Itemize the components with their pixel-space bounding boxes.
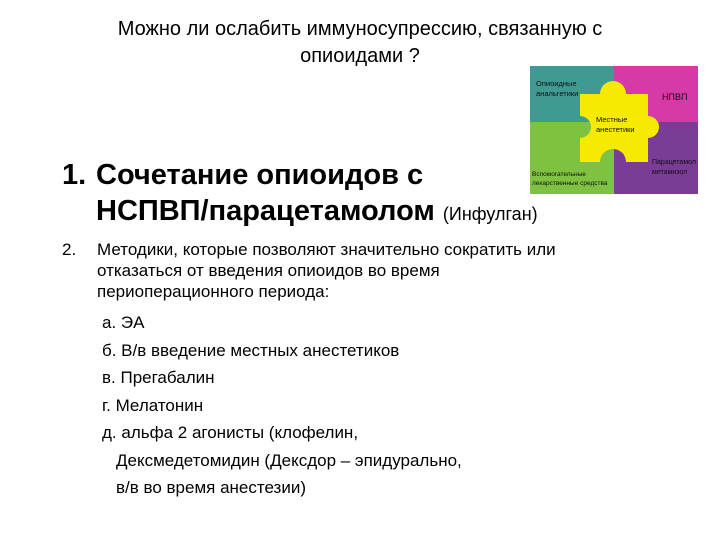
sub-item-b: б. В/в введение местных анестетиков [102, 340, 400, 360]
item1-text-2: НСПВП/парацетамолом [96, 195, 435, 227]
puzzle-label-npvp: НПВП [662, 92, 688, 102]
item1-line-1 [62, 157, 538, 193]
item1-line-2 [62, 193, 538, 232]
puzzle-label-para-2: метамизол [652, 169, 688, 176]
list-item-2 [62, 239, 556, 504]
item2-sublist [97, 312, 556, 498]
slide-title [40, 16, 680, 70]
title-line-1: Можно ли ослабить иммуносупрессию, связанную с [117, 18, 603, 40]
puzzle-image [530, 66, 698, 194]
sub-item-d: г. Мелатонин [102, 395, 204, 415]
item1-number: 1. [62, 159, 87, 191]
title-line-2: опиоидами ? [300, 45, 420, 67]
item1-note: (Инфулган) [442, 204, 538, 224]
sub-item-c: в. Прегабалин [102, 368, 215, 387]
sub-item-e-cont-1: Дексмедетомидин (Дексдор – эпидурально, [116, 450, 462, 470]
list-item-1 [62, 157, 538, 232]
puzzle-label-local-2: анестетики [596, 125, 635, 134]
sub-item-e-cont-2: в/в во время анестезии) [116, 477, 307, 497]
puzzle-label-aux-2: лекарственные средства [532, 180, 608, 187]
puzzle-label-aux-1: Вспомогательные [532, 171, 586, 178]
puzzle-label-local-1: Местные [596, 115, 628, 124]
sub-item-e: д. альфа 2 агонисты (клофелин, [102, 423, 359, 442]
puzzle-label-opioid-2: анальгетики [536, 89, 579, 98]
item2-line-2: отказаться от введения опиоидов во время [97, 261, 440, 280]
item2-number: 2. [62, 240, 77, 259]
item1-text-1: Сочетание опиоидов с [96, 159, 424, 191]
puzzle-label-para-1: Парацетамол [652, 159, 696, 166]
item2-body [97, 239, 556, 498]
sub-item-a: а. ЭА [102, 313, 145, 332]
item2-line-3: периоперационного периода: [97, 282, 330, 301]
item2-line-1: Методики, которые позволяют значительно сократить или [97, 240, 556, 259]
puzzle-label-opioid-1: Опиоидные [536, 79, 577, 88]
